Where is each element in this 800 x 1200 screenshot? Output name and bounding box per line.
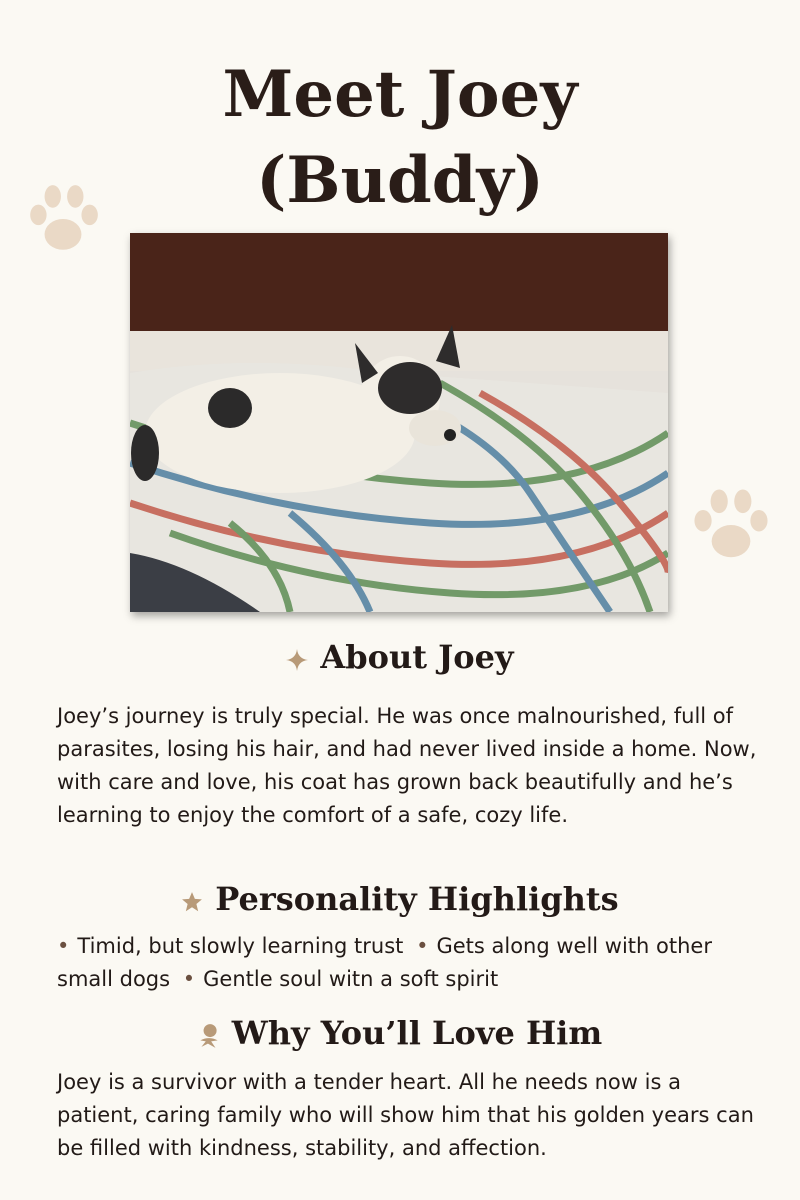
bullet-icon: • bbox=[57, 934, 70, 958]
personality-item: Timid, but slowly learning trust bbox=[77, 934, 404, 958]
paw-print-icon bbox=[22, 178, 104, 260]
star-icon bbox=[181, 891, 203, 913]
paw-print-icon bbox=[688, 482, 774, 568]
title-line-1: Meet Joey bbox=[222, 57, 578, 132]
personality-item: Gets along well with other small dogs bbox=[57, 934, 712, 991]
personality-item: Gentle soul witn a soft spirit bbox=[203, 967, 499, 991]
title-line-2: (Buddy) bbox=[256, 143, 544, 218]
dog-photo bbox=[130, 233, 668, 612]
why-text: Joey is a survivor with a tender heart. All he needs now is a patient, caring family who will show him that his golden years can be filled with kindness, stability, and affection. bbox=[57, 1070, 754, 1160]
personality-heading-text: Personality Highlights bbox=[215, 880, 619, 918]
dog-photo-illustration bbox=[130, 233, 668, 612]
personality-list bbox=[57, 930, 757, 996]
bullet-icon: • bbox=[416, 934, 429, 958]
why-heading bbox=[0, 1014, 800, 1052]
about-text: Joey’s journey is truly special. He was once malnourished, full of parasites, losing his hair, and had never lived inside a home. Now, with care and love, his coat has grown back beautifully and he’s learning to enjoy the comfort of a safe, cozy life. bbox=[57, 704, 757, 827]
sparkle-icon bbox=[286, 649, 308, 671]
about-heading bbox=[0, 638, 800, 676]
why-heading-text: Why You’ll Love Him bbox=[231, 1014, 603, 1052]
about-heading-text: About Joey bbox=[320, 638, 514, 676]
page-title bbox=[0, 52, 800, 224]
bullet-icon: • bbox=[182, 967, 196, 991]
person-icon bbox=[198, 1023, 220, 1049]
personality-heading bbox=[0, 880, 800, 918]
